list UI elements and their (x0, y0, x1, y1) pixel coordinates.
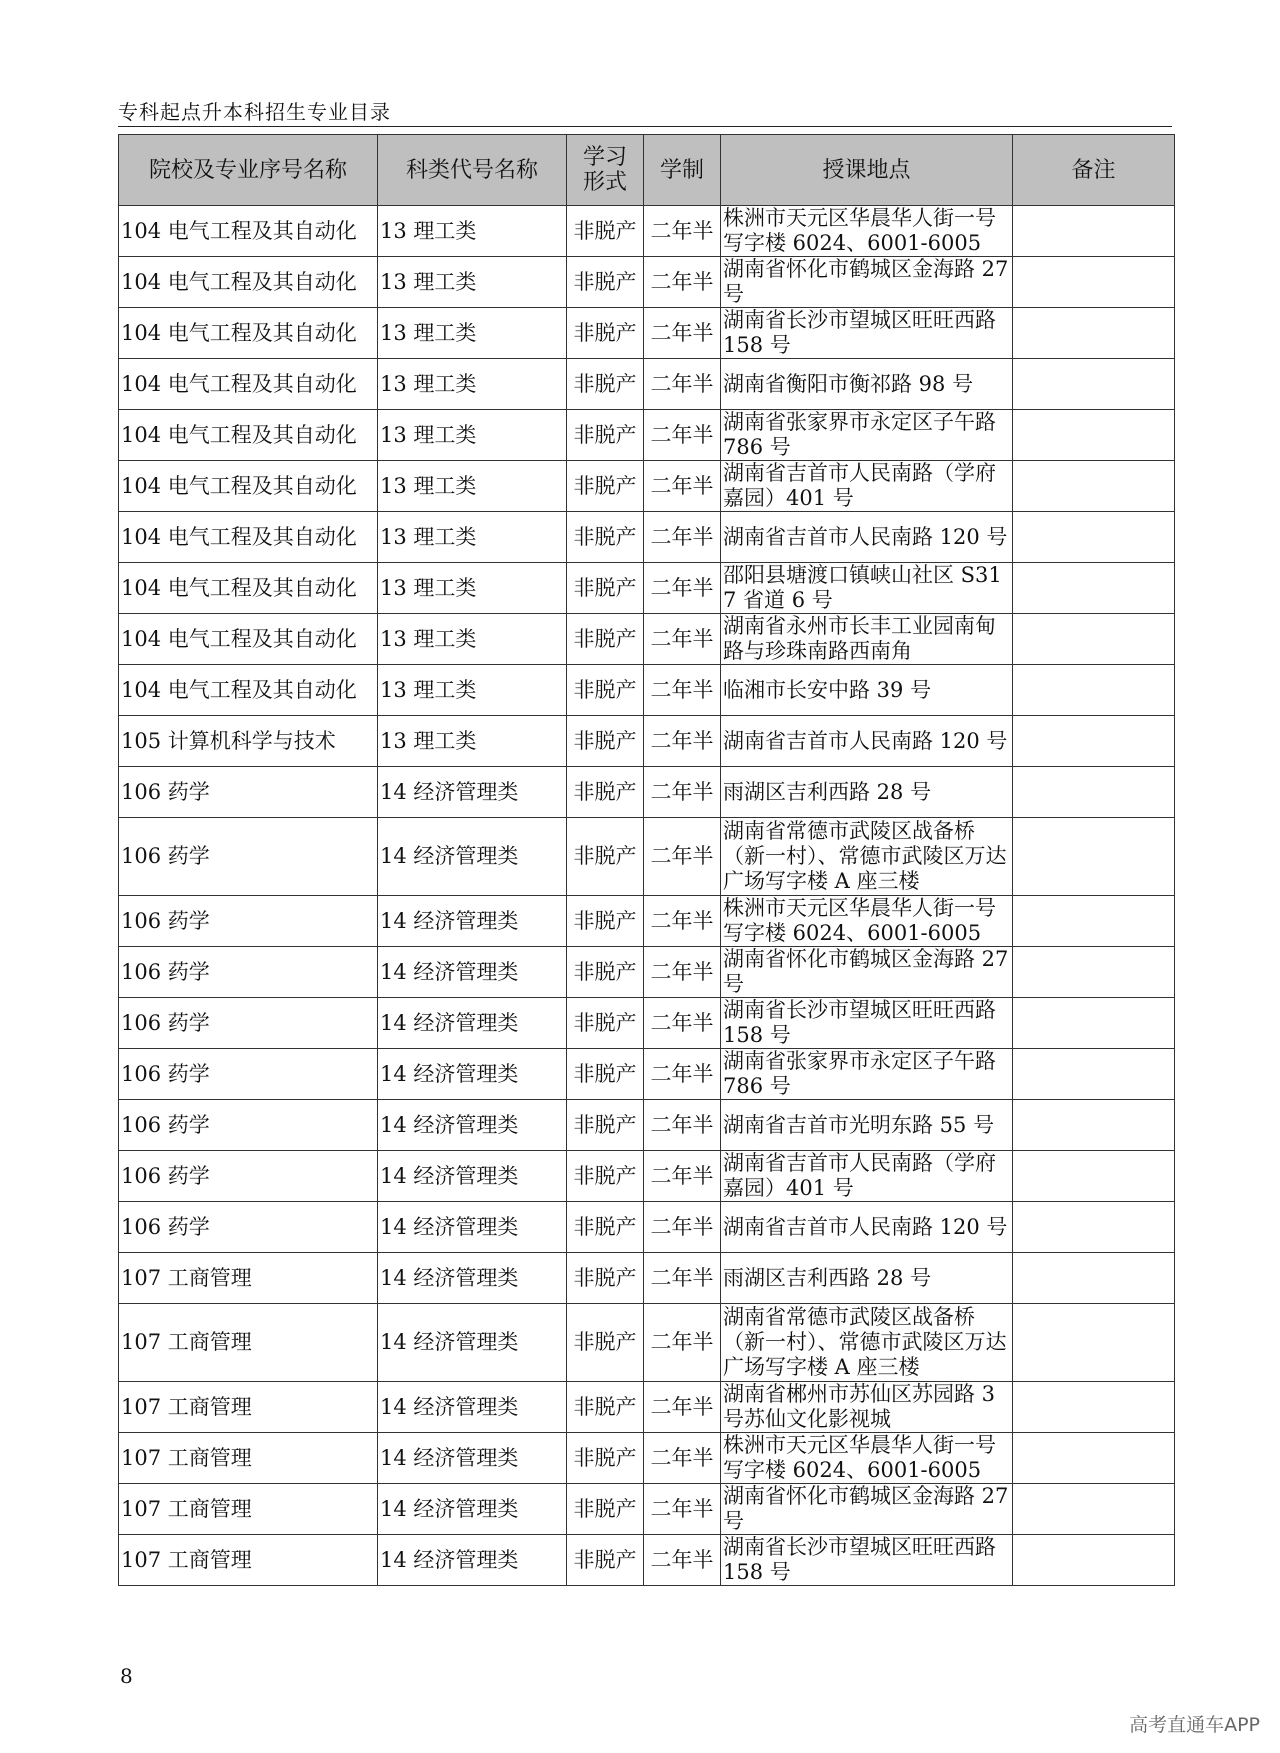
table-row (119, 947, 1175, 998)
mode-cell: 非脱产 (567, 308, 644, 359)
major-cell: 104 电气工程及其自动化 (119, 665, 378, 716)
table-row (119, 1433, 1175, 1484)
category-cell: 14 经济管理类 (378, 767, 567, 818)
column-header-duration: 学制 (644, 135, 721, 206)
category-cell: 14 经济管理类 (378, 998, 567, 1049)
duration-cell: 二年半 (644, 614, 721, 665)
location-cell: 湖南省张家界市永定区子午路 786 号 (721, 1049, 1013, 1100)
category-cell: 13 理工类 (378, 410, 567, 461)
major-cell: 104 电气工程及其自动化 (119, 410, 378, 461)
category-cell: 13 理工类 (378, 563, 567, 614)
duration-cell: 二年半 (644, 1433, 721, 1484)
location-cell: 雨湖区吉利西路 28 号 (721, 767, 1013, 818)
table-row (119, 206, 1175, 257)
category-cell: 14 经济管理类 (378, 1304, 567, 1382)
category-cell: 13 理工类 (378, 359, 567, 410)
category-cell: 13 理工类 (378, 206, 567, 257)
duration-cell: 二年半 (644, 947, 721, 998)
table-row (119, 1202, 1175, 1253)
major-cell: 104 电气工程及其自动化 (119, 359, 378, 410)
location-cell: 湖南省长沙市望城区旺旺西路 158 号 (721, 998, 1013, 1049)
table-row (119, 896, 1175, 947)
duration-cell: 二年半 (644, 1535, 721, 1586)
major-cell: 107 工商管理 (119, 1484, 378, 1535)
major-cell: 104 电气工程及其自动化 (119, 461, 378, 512)
table-row (119, 1253, 1175, 1304)
major-cell: 107 工商管理 (119, 1382, 378, 1433)
note-cell (1013, 947, 1175, 998)
duration-cell: 二年半 (644, 767, 721, 818)
location-cell: 雨湖区吉利西路 28 号 (721, 1253, 1013, 1304)
note-cell (1013, 1304, 1175, 1382)
major-cell: 106 药学 (119, 1100, 378, 1151)
major-cell: 104 电气工程及其自动化 (119, 308, 378, 359)
duration-cell: 二年半 (644, 1484, 721, 1535)
note-cell (1013, 359, 1175, 410)
major-cell: 106 药学 (119, 767, 378, 818)
mode-cell: 非脱产 (567, 665, 644, 716)
category-cell: 14 经济管理类 (378, 1484, 567, 1535)
table-row (119, 818, 1175, 896)
duration-cell: 二年半 (644, 1151, 721, 1202)
category-cell: 14 经济管理类 (378, 1382, 567, 1433)
mode-cell: 非脱产 (567, 1304, 644, 1382)
location-cell: 湖南省张家界市永定区子午路 786 号 (721, 410, 1013, 461)
table-row (119, 1100, 1175, 1151)
mode-cell: 非脱产 (567, 1151, 644, 1202)
mode-cell: 非脱产 (567, 1049, 644, 1100)
note-cell (1013, 818, 1175, 896)
location-cell: 湖南省吉首市人民南路（学府嘉园）401 号 (721, 461, 1013, 512)
column-header-category: 科类代号名称 (378, 135, 567, 206)
duration-cell: 二年半 (644, 308, 721, 359)
category-cell: 13 理工类 (378, 512, 567, 563)
location-cell: 湖南省怀化市鹤城区金海路 27 号 (721, 257, 1013, 308)
note-cell (1013, 767, 1175, 818)
table-row (119, 1484, 1175, 1535)
category-cell: 14 经济管理类 (378, 1535, 567, 1586)
location-cell: 湖南省吉首市人民南路 120 号 (721, 1202, 1013, 1253)
major-cell: 106 药学 (119, 1151, 378, 1202)
mode-cell: 非脱产 (567, 1433, 644, 1484)
note-cell (1013, 1100, 1175, 1151)
catalog-table (118, 134, 1175, 1586)
duration-cell: 二年半 (644, 896, 721, 947)
duration-cell: 二年半 (644, 716, 721, 767)
major-cell: 106 药学 (119, 947, 378, 998)
note-cell (1013, 1151, 1175, 1202)
mode-cell: 非脱产 (567, 1484, 644, 1535)
note-cell (1013, 1202, 1175, 1253)
mode-cell: 非脱产 (567, 716, 644, 767)
mode-cell: 非脱产 (567, 1382, 644, 1433)
note-cell (1013, 998, 1175, 1049)
category-cell: 13 理工类 (378, 461, 567, 512)
running-header: 专科起点升本科招生专业目录 (118, 100, 391, 124)
duration-cell: 二年半 (644, 665, 721, 716)
location-cell: 湖南省长沙市望城区旺旺西路 158 号 (721, 1535, 1013, 1586)
note-cell (1013, 512, 1175, 563)
location-cell: 湖南省吉首市人民南路 120 号 (721, 512, 1013, 563)
duration-cell: 二年半 (644, 206, 721, 257)
mode-cell: 非脱产 (567, 206, 644, 257)
mode-cell: 非脱产 (567, 359, 644, 410)
location-cell: 湖南省长沙市望城区旺旺西路 158 号 (721, 308, 1013, 359)
major-cell: 106 药学 (119, 896, 378, 947)
major-cell: 105 计算机科学与技术 (119, 716, 378, 767)
mode-cell: 非脱产 (567, 896, 644, 947)
major-cell: 107 工商管理 (119, 1535, 378, 1586)
major-cell: 106 药学 (119, 818, 378, 896)
mode-cell: 非脱产 (567, 563, 644, 614)
duration-cell: 二年半 (644, 998, 721, 1049)
location-cell: 湖南省怀化市鹤城区金海路 27 号 (721, 947, 1013, 998)
table-row (119, 1535, 1175, 1586)
column-header-location: 授课地点 (721, 135, 1013, 206)
major-cell: 107 工商管理 (119, 1433, 378, 1484)
duration-cell: 二年半 (644, 1049, 721, 1100)
duration-cell: 二年半 (644, 461, 721, 512)
category-cell: 14 经济管理类 (378, 1202, 567, 1253)
major-cell: 104 电气工程及其自动化 (119, 563, 378, 614)
category-cell: 14 经济管理类 (378, 896, 567, 947)
duration-cell: 二年半 (644, 359, 721, 410)
category-cell: 13 理工类 (378, 665, 567, 716)
mode-cell: 非脱产 (567, 818, 644, 896)
header-rule (118, 126, 1172, 127)
note-cell (1013, 614, 1175, 665)
note-cell (1013, 257, 1175, 308)
table-row (119, 410, 1175, 461)
duration-cell: 二年半 (644, 1202, 721, 1253)
note-cell (1013, 410, 1175, 461)
mode-cell: 非脱产 (567, 257, 644, 308)
duration-cell: 二年半 (644, 1253, 721, 1304)
mode-cell: 非脱产 (567, 1535, 644, 1586)
major-cell: 106 药学 (119, 998, 378, 1049)
note-cell (1013, 308, 1175, 359)
location-cell: 湖南省常德市武陵区战备桥（新一村）、常德市武陵区万达广场写字楼 A 座三楼 (721, 818, 1013, 896)
category-cell: 14 经济管理类 (378, 1253, 567, 1304)
duration-cell: 二年半 (644, 512, 721, 563)
note-cell (1013, 1484, 1175, 1535)
category-cell: 14 经济管理类 (378, 1049, 567, 1100)
table-row (119, 767, 1175, 818)
duration-cell: 二年半 (644, 818, 721, 896)
mode-cell: 非脱产 (567, 461, 644, 512)
location-cell: 湖南省郴州市苏仙区苏园路 3 号苏仙文化影视城 (721, 1382, 1013, 1433)
page-number: 8 (120, 1664, 133, 1688)
column-header-mode-line2: 形式 (582, 170, 627, 195)
note-cell (1013, 665, 1175, 716)
table-row (119, 1151, 1175, 1202)
location-cell: 株洲市天元区华晨华人街一号写字楼 6024、6001-6005 (721, 206, 1013, 257)
table-header-row (119, 135, 1175, 206)
location-cell: 湖南省吉首市人民南路（学府嘉园）401 号 (721, 1151, 1013, 1202)
location-cell: 湖南省衡阳市衡祁路 98 号 (721, 359, 1013, 410)
major-cell: 104 电气工程及其自动化 (119, 614, 378, 665)
major-cell: 107 工商管理 (119, 1304, 378, 1382)
category-cell: 13 理工类 (378, 308, 567, 359)
watermark: 高考直通车APP (1129, 1714, 1260, 1736)
table-row (119, 359, 1175, 410)
location-cell: 株洲市天元区华晨华人街一号写字楼 6024、6001-6005 (721, 896, 1013, 947)
column-header-mode-line1: 学习 (582, 145, 627, 170)
major-cell: 106 药学 (119, 1049, 378, 1100)
note-cell (1013, 1535, 1175, 1586)
note-cell (1013, 1049, 1175, 1100)
table-row (119, 665, 1175, 716)
duration-cell: 二年半 (644, 257, 721, 308)
major-cell: 104 电气工程及其自动化 (119, 257, 378, 308)
table-row (119, 716, 1175, 767)
duration-cell: 二年半 (644, 563, 721, 614)
category-cell: 14 经济管理类 (378, 1433, 567, 1484)
note-cell (1013, 563, 1175, 614)
category-cell: 13 理工类 (378, 716, 567, 767)
category-cell: 14 经济管理类 (378, 947, 567, 998)
major-cell: 104 电气工程及其自动化 (119, 512, 378, 563)
table-row (119, 563, 1175, 614)
note-cell (1013, 1433, 1175, 1484)
column-header-note: 备注 (1013, 135, 1175, 206)
mode-cell: 非脱产 (567, 998, 644, 1049)
major-cell: 107 工商管理 (119, 1253, 378, 1304)
note-cell (1013, 461, 1175, 512)
table-row (119, 461, 1175, 512)
location-cell: 株洲市天元区华晨华人街一号写字楼 6024、6001-6005 (721, 1433, 1013, 1484)
mode-cell: 非脱产 (567, 1100, 644, 1151)
category-cell: 13 理工类 (378, 614, 567, 665)
note-cell (1013, 206, 1175, 257)
location-cell: 湖南省常德市武陵区战备桥（新一村）、常德市武陵区万达广场写字楼 A 座三楼 (721, 1304, 1013, 1382)
note-cell (1013, 716, 1175, 767)
location-cell: 湖南省吉首市光明东路 55 号 (721, 1100, 1013, 1151)
major-cell: 104 电气工程及其自动化 (119, 206, 378, 257)
note-cell (1013, 1253, 1175, 1304)
duration-cell: 二年半 (644, 1304, 721, 1382)
column-header-mode (567, 135, 644, 206)
duration-cell: 二年半 (644, 1100, 721, 1151)
location-cell: 湖南省吉首市人民南路 120 号 (721, 716, 1013, 767)
location-cell: 湖南省怀化市鹤城区金海路 27 号 (721, 1484, 1013, 1535)
category-cell: 14 经济管理类 (378, 1100, 567, 1151)
mode-cell: 非脱产 (567, 614, 644, 665)
column-header-major: 院校及专业序号名称 (119, 135, 378, 206)
table-row (119, 308, 1175, 359)
mode-cell: 非脱产 (567, 947, 644, 998)
duration-cell: 二年半 (644, 410, 721, 461)
table-row (119, 1304, 1175, 1382)
mode-cell: 非脱产 (567, 1253, 644, 1304)
table-row (119, 614, 1175, 665)
mode-cell: 非脱产 (567, 512, 644, 563)
table-row (119, 998, 1175, 1049)
category-cell: 13 理工类 (378, 257, 567, 308)
note-cell (1013, 1382, 1175, 1433)
major-cell: 106 药学 (119, 1202, 378, 1253)
location-cell: 邵阳县塘渡口镇峡山社区 S317 省道 6 号 (721, 563, 1013, 614)
note-cell (1013, 896, 1175, 947)
mode-cell: 非脱产 (567, 1202, 644, 1253)
duration-cell: 二年半 (644, 1382, 721, 1433)
table-row (119, 257, 1175, 308)
location-cell: 临湘市长安中路 39 号 (721, 665, 1013, 716)
table-row (119, 1049, 1175, 1100)
category-cell: 14 经济管理类 (378, 1151, 567, 1202)
mode-cell: 非脱产 (567, 410, 644, 461)
mode-cell: 非脱产 (567, 767, 644, 818)
category-cell: 14 经济管理类 (378, 818, 567, 896)
table-row (119, 1382, 1175, 1433)
location-cell: 湖南省永州市长丰工业园南甸路与珍珠南路西南角 (721, 614, 1013, 665)
table-row (119, 512, 1175, 563)
